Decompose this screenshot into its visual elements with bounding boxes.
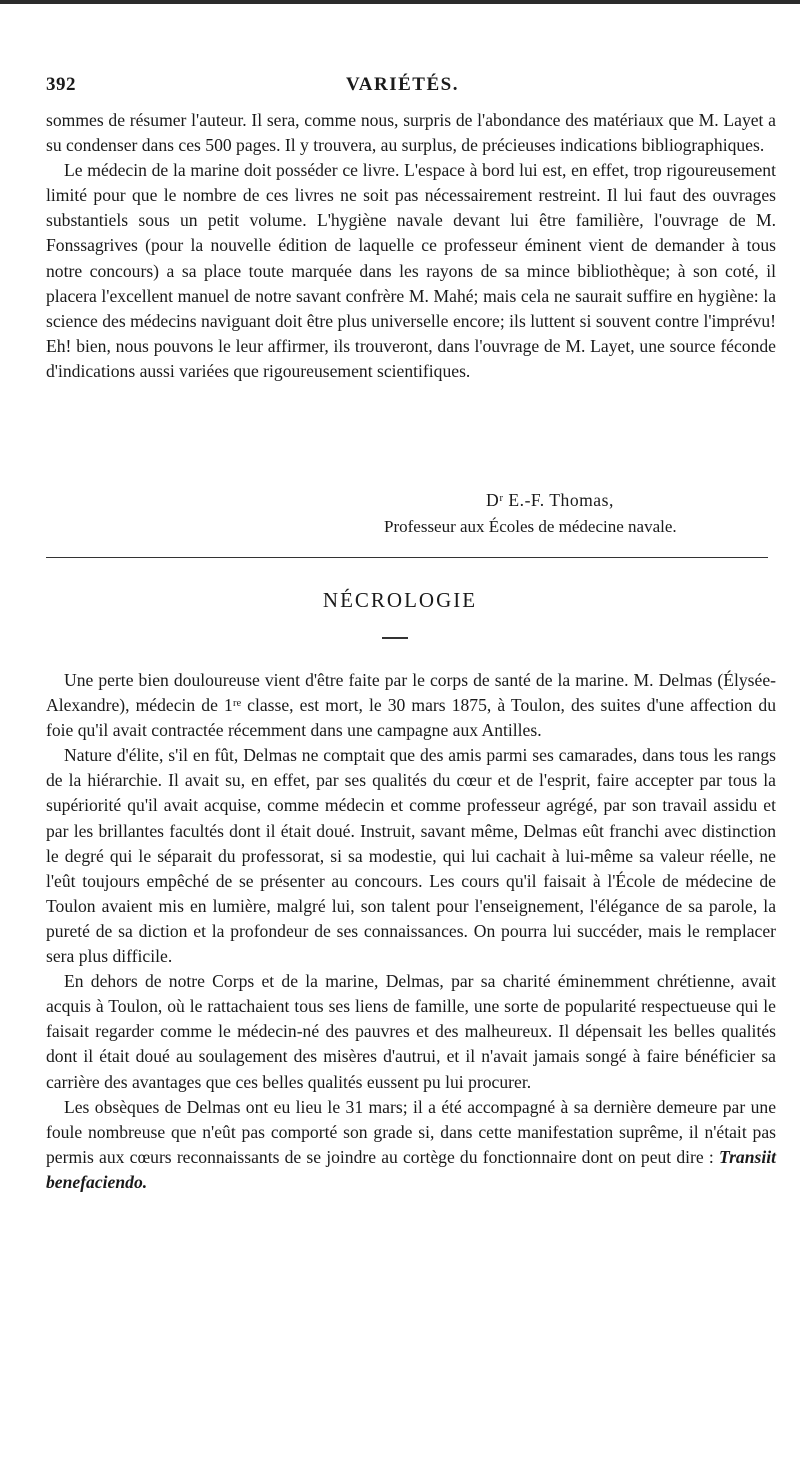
section-title: NÉCROLOGIE [322, 588, 478, 612]
title-underline-dash [382, 637, 408, 639]
necrology-section [46, 668, 776, 1195]
page-number: 392 [46, 74, 76, 95]
necrology-paragraph: Une perte bien douloureuse vient d'être faite par le corps de santé de la marine. M. Delmas (Élysée-Alexandre), médecin de 1ʳᵉ classe, est mort, le 30 mars 1875, à Toulon, des suites d'une affection du foie qu'il avait contractée récemment dans une campagne aux Antilles. [46, 670, 776, 741]
section-divider [46, 557, 768, 558]
last-paragraph-text: Les obsèques de Delmas ont eu lieu le 31 mars; il a été accompagné à sa dernière demeure par une foule nombreuse que n'eût pas comporté son grade si, dans cette manifestation suprême, il n'était pas permis aux cœurs reconnaissants de se joindre au cortège du fonctionnaire dont on peut dire : [46, 1096, 776, 1167]
necrology-last-paragraph [46, 1095, 776, 1195]
signature-block [46, 488, 776, 540]
latin-phrase: Transiit benefaciendo. [46, 1146, 777, 1192]
review-section [46, 108, 776, 384]
signature-title: Professeur aux Écoles de médecine navale. [384, 517, 677, 536]
page-header [46, 74, 776, 100]
necrology-paragraph: En dehors de notre Corps et de la marine, Delmas, par sa charité éminemment chrétienne, avait acquis à Toulon, où le rattachaient tous ses liens de famille, une sorte de popularité respectueuse qui le faisait regarder comme le médecin-né des pauvres et des malheureux. Il dépensait les belles qualités dont il était doué au soulagement des misères d'autrui, et il n'avait jamais songé à faire bénéficier sa carrière des avantages que ces belles qualités eussent pu lui procurer. [46, 971, 776, 1092]
review-paragraph: sommes de résumer l'auteur. Il sera, comme nous, surpris de l'abondance des matériaux que M. Layet a su condenser dans ces 500 pages. Il y trouvera, au surplus, de précieuses indications bibliographiques. [46, 110, 776, 156]
review-paragraph: Le médecin de la marine doit posséder ce livre. L'espace à bord lui est, en effet, trop rigoureusement limité pour que le nombre de ces livres ne soit pas nécessairement restreint. Il lui faut des ouvrages substantiels sous un petit volume. L'hygiène navale devant lui être familière, l'ouvrage de M. Fonssagrives (pour la nouvelle édition de laquelle ce professeur éminent vient de demander à tous notre concours) a sa place toute marquée dans les rayons de sa mince bibliothèque; à son coté, il placera l'excellent manuel de notre savant confrère M. Mahé; mais cela ne saurait suffire en hygiène: la science des médecins naviguant doit être plus universelle encore; ils luttent si souvent contre l'imprévu! Eh! bien, nous pouvons le leur affirmer, ils trouveront, dans l'ouvrage de M. Layet, une source féconde d'indications aussi variées que rigoureusement scientifiques. [46, 160, 776, 381]
signature-name: Dʳ E.-F. Thomas, [486, 490, 614, 510]
running-head: VARIÉTÉS. [346, 74, 459, 95]
top-border-rule [0, 0, 800, 4]
necrology-paragraph: Nature d'élite, s'il en fût, Delmas ne comptait que des amis parmi ses camarades, dans tous les rangs de la hiérarchie. Il avait su, en effet, par ses qualités du cœur et de l'esprit, faire accepter par tous la supériorité qu'il avait acquise, comme médecin et comme professeur agrégé, par son travail assidu et par les brillantes facultés dont il était doué. Instruit, savant même, Delmas eût franchi avec distinction le degré qui le séparait du professorat, si sa modestie, qui lui cachait à lui-même sa valeur réelle, ne l'eût toujours empêché de se présenter au concours. Les cours qu'il faisait à l'École de médecine de Toulon avaient mis en lumière, malgré lui, son talent pour l'enseignement, l'élégance de sa parole, la pureté de sa diction et la profondeur de ses connaissances. On pourra lui succéder, mais le remplacer sera plus difficile. [46, 745, 776, 967]
